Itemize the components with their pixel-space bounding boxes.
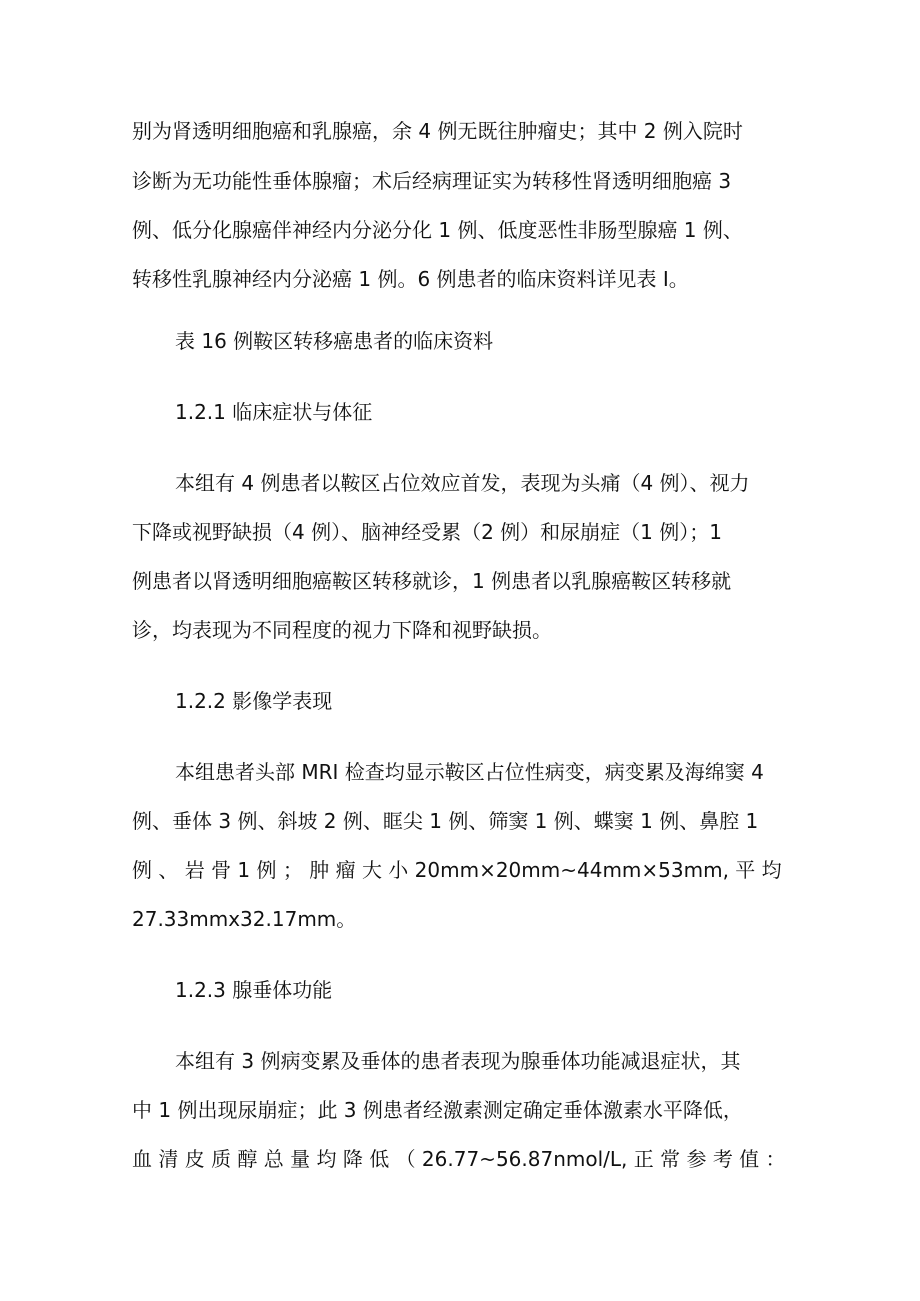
paragraph-line: 血 清 皮 质 醇 总 量 均 降 低 （ 26.77~56.87nmol/L, 正 常 参 考 值 ： [132,1147,786,1171]
paragraph-line: 下降或视野缺损（4 例）、脑神经受累（2 例）和尿崩症（1 例）；1 [132,520,722,544]
section-heading: 1.2.3 腺垂体功能 [175,978,333,1002]
paragraph-line: 例、低分化腺癌伴神经内分泌分化 1 例、低度恶性非肠型腺癌 1 例、 [132,218,743,242]
paragraph-line: 中 1 例出现尿崩症；此 3 例患者经激素测定确定垂体激素水平降低， [132,1098,743,1122]
section-heading: 1.2.1 临床症状与体征 [175,400,373,424]
paragraph-line: 本组有 3 例病变累及垂体的患者表现为腺垂体功能减退症状，其 [175,1049,741,1073]
paragraph-line: 例患者以肾透明细胞癌鞍区转移就诊，1 例患者以乳腺癌鞍区转移就 [132,569,732,593]
paragraph-line: 本组有 4 例患者以鞍区占位效应首发，表现为头痛（4 例）、视力 [175,471,750,495]
paragraph-line: 诊，均表现为不同程度的视力下降和视野缺损。 [132,618,552,642]
paragraph-line: 例、垂体 3 例、斜坡 2 例、眶尖 1 例、筛窦 1 例、蝶窦 1 例、鼻腔 1 [132,809,759,833]
paragraph-line: 27.33mmx32.17mm。 [132,907,357,931]
table-caption: 表 16 例鞍区转移癌患者的临床资料 [175,329,494,353]
paragraph-line: 本组患者头部 MRI 检查均显示鞍区占位性病变，病变累及海绵窦 4 [175,760,764,784]
paragraph-line: 诊断为无功能性垂体腺瘤；术后经病理证实为转移性肾透明细胞癌 3 [132,169,732,193]
section-heading: 1.2.2 影像学表现 [175,689,333,713]
paragraph-line: 别为肾透明细胞癌和乳腺癌，余 4 例无既往肿瘤史；其中 2 例入院时 [132,119,743,143]
paragraph-line: 例 、 岩 骨 1 例 ； 肿 瘤 大 小 20mm×20mm~44mm×53mm, 平 均 [132,858,782,882]
paragraph-line: 转移性乳腺神经内分泌癌 1 例。6 例患者的临床资料详见表 I。 [132,267,689,291]
